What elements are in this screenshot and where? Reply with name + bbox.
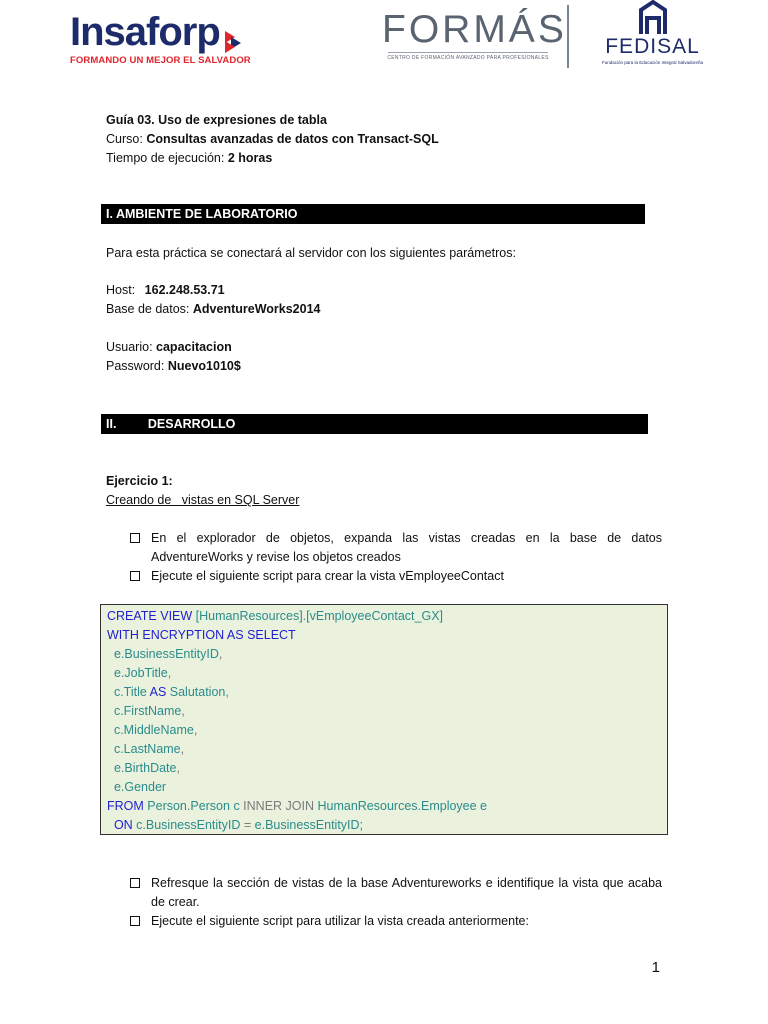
user-line: [106, 338, 232, 357]
insaforp-chevron-icon: [225, 29, 241, 55]
section-heading-dev: [101, 414, 648, 434]
code-line: c.FirstName,: [107, 704, 185, 718]
insaforp-logo: [70, 10, 251, 66]
time-value: 2 horas: [227, 151, 273, 165]
db-line: [106, 300, 321, 319]
logo-divider: [567, 5, 569, 68]
password-value: Nuevo1010$: [167, 359, 241, 373]
host-line: [106, 281, 225, 300]
password-line: [106, 357, 241, 376]
course-value: Consultas avanzadas de datos con Transact-SQL: [146, 132, 439, 146]
course-label: Curso:: [106, 132, 143, 146]
password-label: Password:: [106, 359, 165, 373]
user-value: capacitacion: [156, 340, 232, 354]
code-line: ON c.BusinessEntityID = e.BusinessEntityID;: [107, 818, 364, 832]
db-value: AdventureWorks2014: [192, 302, 321, 316]
user-label: Usuario:: [106, 340, 153, 354]
code-line: c.Title AS Salutation,: [107, 685, 229, 699]
code-line: FROM Person.Person c INNER JOIN HumanResources.Employee e: [107, 799, 488, 813]
formas-subtitle: CENTRO DE FORMACIÓN AVANZADO PARA PROFESIONALES: [387, 55, 549, 61]
code-line: WITH ENCRYPTION AS SELECT: [107, 628, 296, 642]
bullet-text: Refresque la sección de vistas de la base Adventureworks e identifique la vista que acaba de crear.: [151, 876, 662, 909]
bullet-text: Ejecute el siguiente script para utilizar la vista creada anteriormente:: [151, 914, 529, 928]
section-heading-dev-num: II.: [106, 417, 117, 431]
checkbox-bullet-icon: [130, 571, 140, 581]
code-line: CREATE VIEW [HumanResources].[vEmployeeContact_GX]: [107, 609, 444, 623]
fedisal-subtitle: Fundación para la Educación Integral Salvadoreña: [601, 60, 704, 65]
code-line: e.Gender: [107, 780, 167, 794]
db-label: Base de datos:: [106, 302, 190, 316]
host-label: Host:: [106, 283, 136, 297]
bullet-item: [130, 874, 662, 912]
section-heading-lab: I. AMBIENTE DE LABORATORIO: [101, 204, 645, 224]
code-line: c.LastName,: [107, 742, 185, 756]
checkbox-bullet-icon: [130, 878, 140, 888]
fedisal-logo: [590, 0, 715, 65]
bullet-text: Ejecute el siguiente script para crear la vista vEmployeeContact: [151, 569, 504, 583]
insaforp-tagline: FORMANDO UN MEJOR EL SALVADOR: [70, 54, 251, 66]
page-number: 1: [651, 959, 660, 976]
sql-code-block: [100, 604, 668, 835]
exercise-title: Ejercicio 1:: [106, 474, 173, 488]
checkbox-bullet-icon: [130, 533, 140, 543]
fedisal-emblem-icon: [633, 0, 673, 36]
insaforp-logo-text: Insaforp: [70, 10, 220, 54]
formas-divider: [388, 52, 548, 53]
bullet-item: [130, 567, 662, 586]
code-line: e.BusinessEntityID,: [107, 647, 223, 661]
time-line: [106, 149, 272, 168]
section-heading-dev-text: DESARROLLO: [147, 417, 236, 431]
code-line: e.JobTitle,: [107, 666, 172, 680]
course-line: [106, 130, 439, 149]
code-line: e.BirthDate,: [107, 761, 180, 775]
lab-intro: Para esta práctica se conectará al servidor con los siguientes parámetros:: [106, 246, 516, 260]
exercise-subtitle: Creando de vistas en SQL Server: [106, 493, 300, 507]
guide-title: Guía 03. Uso de expresiones de tabla: [106, 113, 327, 127]
time-label: Tiempo de ejecución:: [106, 151, 225, 165]
bullet-item: [130, 529, 662, 567]
fedisal-logo-text: FEDISAL: [605, 35, 700, 58]
host-value: 162.248.53.71: [144, 283, 225, 297]
code-line: c.MiddleName,: [107, 723, 198, 737]
formas-logo-text: FORMÁS: [382, 8, 567, 51]
checkbox-bullet-icon: [130, 916, 140, 926]
bullet-text: En el explorador de objetos, expanda las vistas creadas en la base de datos AdventureWorks y revise los objetos creados: [151, 531, 662, 564]
formas-logo: [382, 8, 567, 61]
bullet-item: [130, 912, 662, 931]
